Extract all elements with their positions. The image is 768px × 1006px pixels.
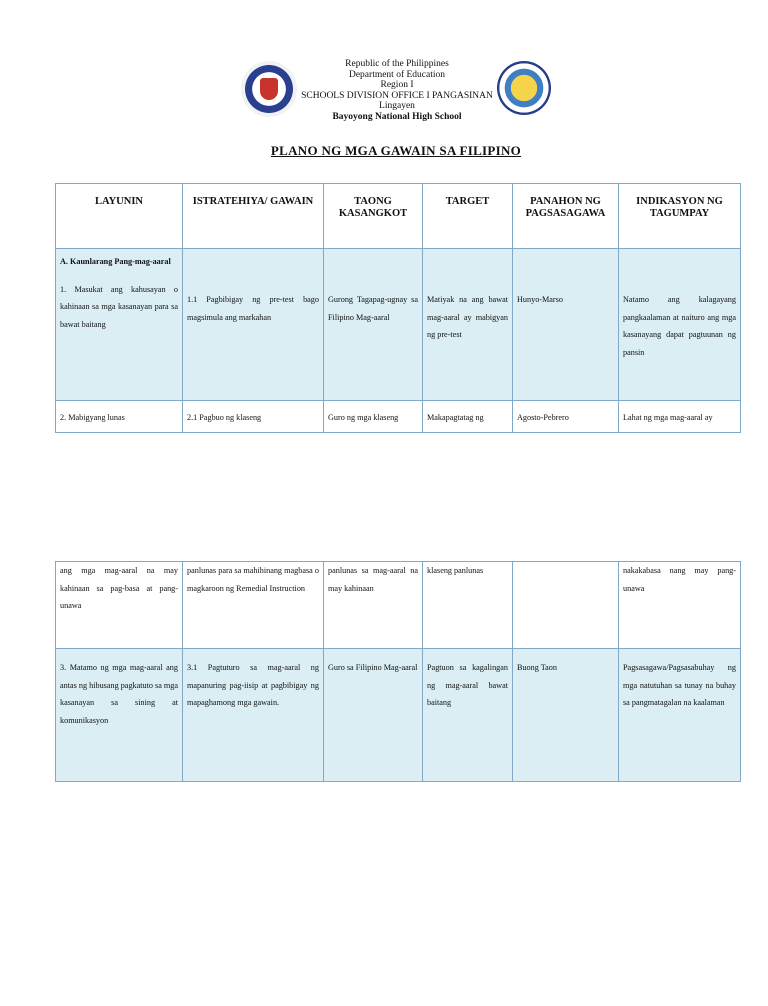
plan-table-part-1 [55, 183, 741, 433]
layunin-cell: 1. Masukat ang kahusayan o kahinaan sa mga kasanayan para sa bawat baitang [60, 284, 178, 329]
istratehiya-cell: 3.1 Pagtuturo sa mag-aaral ng mapanuring pag-iisip at pagbibigay ng mapaghamong mga gawain. [187, 663, 319, 707]
target-cell: Makapagtatag ng [427, 413, 484, 422]
col-target: TARGET [423, 184, 513, 249]
col-indikasyon: INDIKASYON NG TAGUMPAY [619, 184, 741, 249]
page-title: PLANO NG MGA GAWAIN SA FILIPINO [270, 143, 522, 158]
school-name: Bayoyong National High School [332, 111, 462, 122]
table-row [56, 401, 741, 433]
header-line-5: Lingayen [379, 101, 415, 112]
panahon-cell: Buong Taon [517, 663, 557, 672]
col-istratehiya: ISTRATEHIYA/ GAWAIN [183, 184, 324, 249]
target-cell: klaseng panlunas [427, 566, 484, 575]
sdo-pangasinan-seal-icon [497, 61, 551, 115]
deped-seal-icon [241, 61, 297, 117]
taong-cell: Gurong Tagapag-ugnay sa Filipino Mag-aaral [328, 295, 418, 322]
indikasyon-cell: Pagsasagawa/Pagsasabuhay ng mga natutuhan sa tunay na buhay sa pangmatagalan na kaalaman [623, 663, 736, 707]
header-line-4: SCHOOLS DIVISION OFFICE I PANGASINAN [301, 90, 493, 101]
taong-cell: Guro sa Filipino Mag-aaral [328, 663, 418, 672]
col-panahon: PANAHON NG PAGSASAGAWA [513, 184, 619, 249]
target-cell: Matiyak na ang bawat mag-aaral ay mabigyan ng pre-test [427, 295, 508, 339]
table-header-row [56, 184, 741, 249]
table-row [56, 562, 741, 649]
istratehiya-cell: panlunas para sa mahihinang magbasa o magkaroon ng Remedial Instruction [187, 566, 319, 593]
istratehiya-cell: 1.1 Pagbibigay ng pre-test bago magsimula ang markahan [187, 295, 319, 322]
header-line-2: Department of Education [348, 69, 446, 80]
plan-table-part-2 [55, 561, 741, 782]
indikasyon-cell: Natamo ang kalagayang pangkaalaman at naituro ang mga kasanayang dapat pagtuunan ng pansin [623, 295, 736, 357]
taong-cell: panlunas sa mag-aaral na may kahinaan [328, 566, 418, 593]
section-label: A. Kaunlarang Pang-mag-aaral [60, 257, 171, 266]
taong-cell: Guro ng mga klaseng [328, 413, 399, 422]
header-line-1: Republic of the Philippines [345, 59, 449, 69]
panahon-cell: Hunyo-Marso [517, 295, 563, 304]
layunin-cell: 3. Matamo ng mga mag-aaral ang antas ng hibusang pagkatuto sa mga kasanayan sa sining at komunikasyon [60, 663, 179, 725]
indikasyon-cell: Lahat ng mga mag-aaral ay [623, 413, 713, 422]
layunin-cell: 2. Mabigyang lunas [60, 413, 125, 422]
istratehiya-cell: 2.1 Pagbuo ng klaseng [187, 413, 262, 422]
table-row [56, 649, 741, 782]
header-line-3: Region I [380, 80, 414, 91]
panahon-cell: Agosto-Pebrero [517, 413, 569, 422]
table-row [56, 249, 741, 401]
letterhead [300, 59, 494, 123]
layunin-cell: ang mga mag-aaral na may kahinaan sa pag-basa at pang-unawa [60, 566, 178, 610]
indikasyon-cell: nakakabasa nang may pang-unawa [623, 566, 736, 593]
target-cell: Pagtuon sa kagalingan ng mag-aaral bawat baitang [427, 663, 508, 707]
col-layunin: LAYUNIN [56, 184, 183, 249]
col-taong: TAONG KASANGKOT [324, 184, 423, 249]
